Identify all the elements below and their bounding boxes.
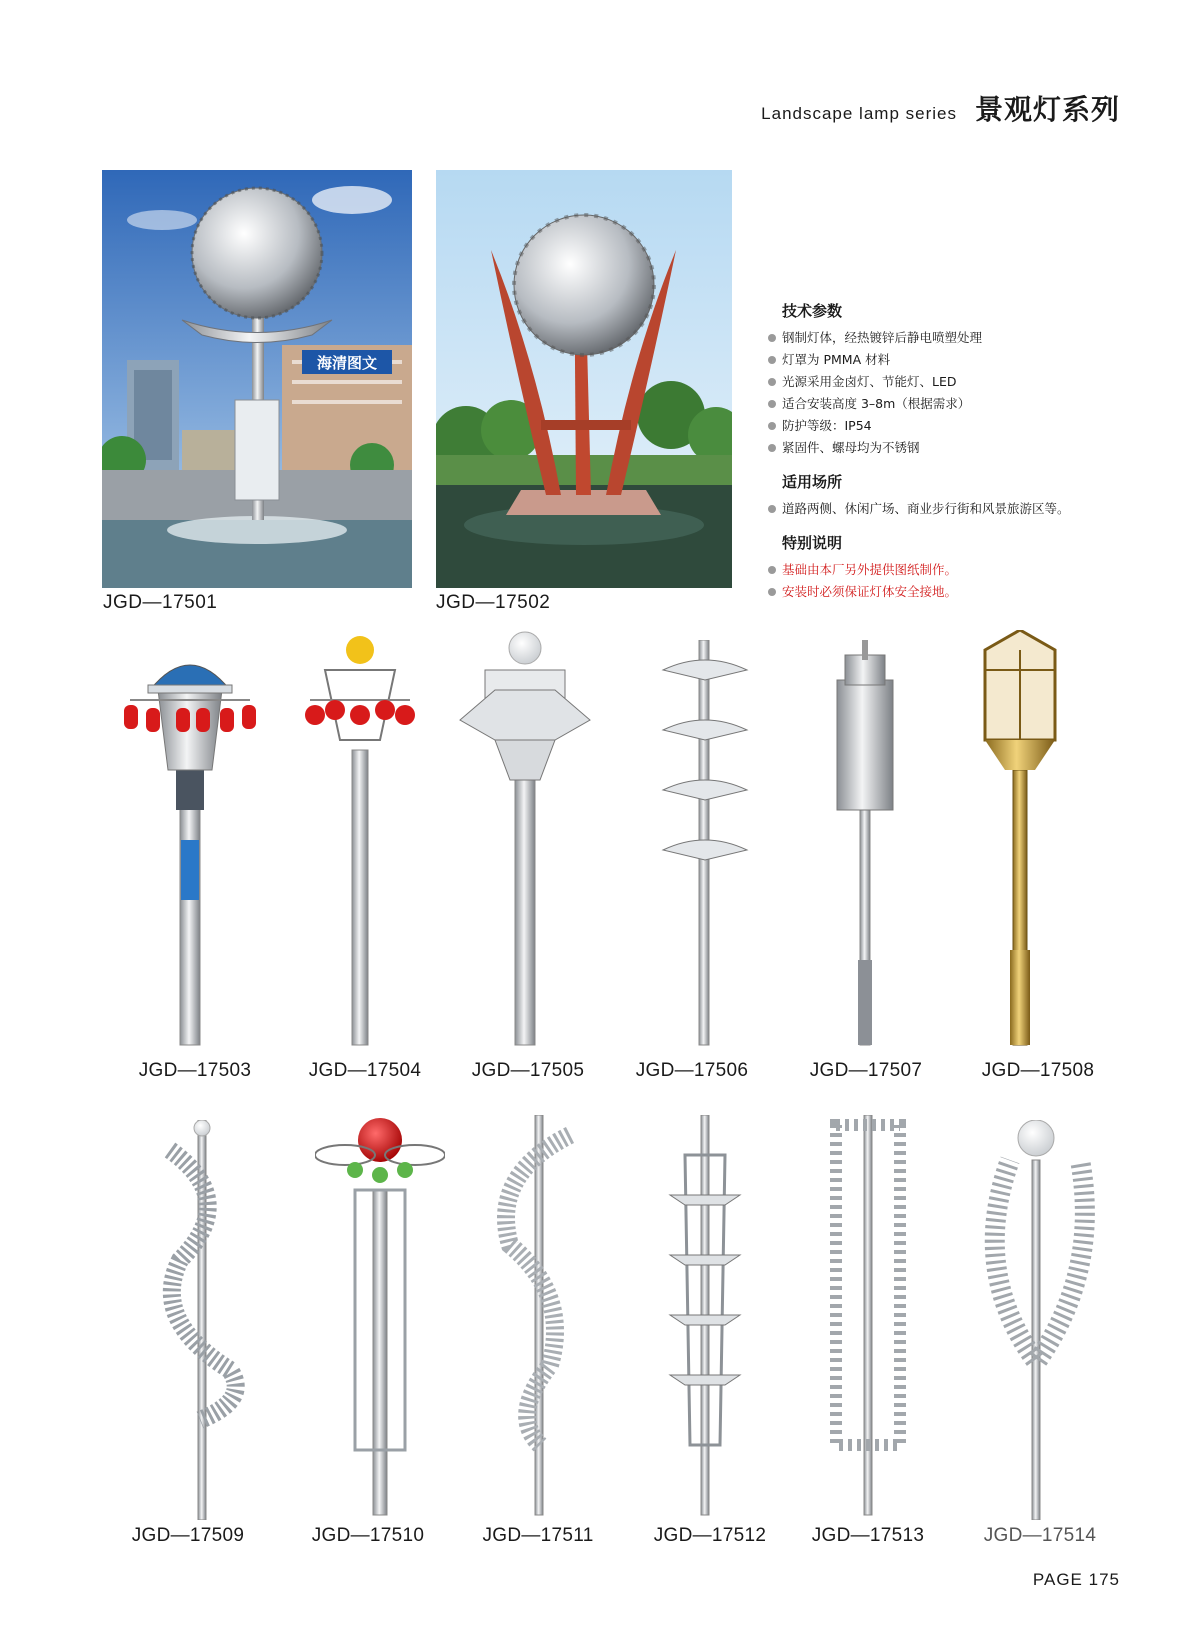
spec-panel <box>768 300 1148 615</box>
lamp-code-17514: JGD—17514 <box>983 1525 1097 1546</box>
lamp-jgd-17504 <box>300 630 420 1050</box>
spec-item: 适合安装高度 3–8m（根据需求） <box>768 393 1148 415</box>
page-number: PAGE 175 <box>1032 1570 1120 1589</box>
lamp-code-17509: JGD—17509 <box>131 1525 245 1546</box>
spec-note: 基础由本厂另外提供图纸制作。 <box>768 559 1148 581</box>
photo-signage: 海清图文 <box>316 354 378 372</box>
bullet-icon <box>768 378 776 386</box>
lamp-code-17505: JGD—17505 <box>471 1060 585 1081</box>
photo-code-17502: JGD—17502 <box>436 592 551 613</box>
lamp-code-17511: JGD—17511 <box>482 1525 594 1546</box>
lamp-jgd-17507 <box>825 640 905 1050</box>
lamp-code-17507: JGD—17507 <box>809 1060 923 1081</box>
bullet-icon <box>768 444 776 452</box>
photo-jgd-17502 <box>436 170 732 588</box>
bullet-icon <box>768 588 776 596</box>
spec-list <box>768 498 1148 520</box>
spec-item: 道路两侧、休闲广场、商业步行街和风景旅游区等。 <box>768 498 1148 520</box>
bullet-icon <box>768 505 776 513</box>
lamp-jgd-17514 <box>980 1120 1100 1520</box>
spec-list <box>768 327 1148 459</box>
spec-item: 紧固件、螺母均为不锈钢 <box>768 437 1148 459</box>
bullet-icon <box>768 356 776 364</box>
spec-list <box>768 559 1148 603</box>
bullet-icon <box>768 334 776 342</box>
lamp-jgd-17513 <box>828 1115 908 1520</box>
spec-section-title: 适用场所 <box>782 473 843 491</box>
header-title-cn: 景观灯系列 <box>974 93 1120 126</box>
spec-item: 灯罩为 PMMA 材料 <box>768 349 1148 371</box>
lamp-code-17512: JGD—17512 <box>653 1525 767 1546</box>
lamp-jgd-17511 <box>490 1115 590 1520</box>
lamp-code-17506: JGD—17506 <box>635 1060 749 1081</box>
bullet-icon <box>768 422 776 430</box>
spec-item: 防护等级：IP54 <box>768 415 1148 437</box>
lamp-code-17513: JGD—17513 <box>811 1525 925 1546</box>
lamp-jgd-17509 <box>160 1120 250 1520</box>
spec-item: 钢制灯体，经热镀锌后静电喷塑处理 <box>768 327 1148 349</box>
lamp-jgd-17505 <box>455 630 595 1050</box>
photo-jgd-17501 <box>102 170 412 588</box>
photo-code-17501: JGD—17501 <box>103 592 218 613</box>
bullet-icon <box>768 566 776 574</box>
spec-item: 光源采用金卤灯、节能灯、LED <box>768 371 1148 393</box>
spec-note: 安装时必须保证灯体安全接地。 <box>768 581 1148 603</box>
spec-section-title: 技术参数 <box>782 302 843 320</box>
lamp-jgd-17512 <box>665 1115 745 1520</box>
lamp-code-17504: JGD—17504 <box>308 1060 422 1081</box>
lamp-jgd-17510 <box>315 1110 445 1520</box>
page-header <box>761 88 1120 128</box>
lamp-code-17508: JGD—17508 <box>981 1060 1095 1081</box>
spec-section-title: 特别说明 <box>782 534 843 552</box>
lamp-code-17510: JGD—17510 <box>311 1525 425 1546</box>
bullet-icon <box>768 400 776 408</box>
header-title-en: Landscape lamp series <box>761 104 957 123</box>
lamp-jgd-17506 <box>655 640 755 1050</box>
lamp-jgd-17503 <box>120 640 260 1050</box>
lamp-jgd-17508 <box>975 630 1065 1050</box>
lamp-code-17503: JGD—17503 <box>138 1060 252 1081</box>
